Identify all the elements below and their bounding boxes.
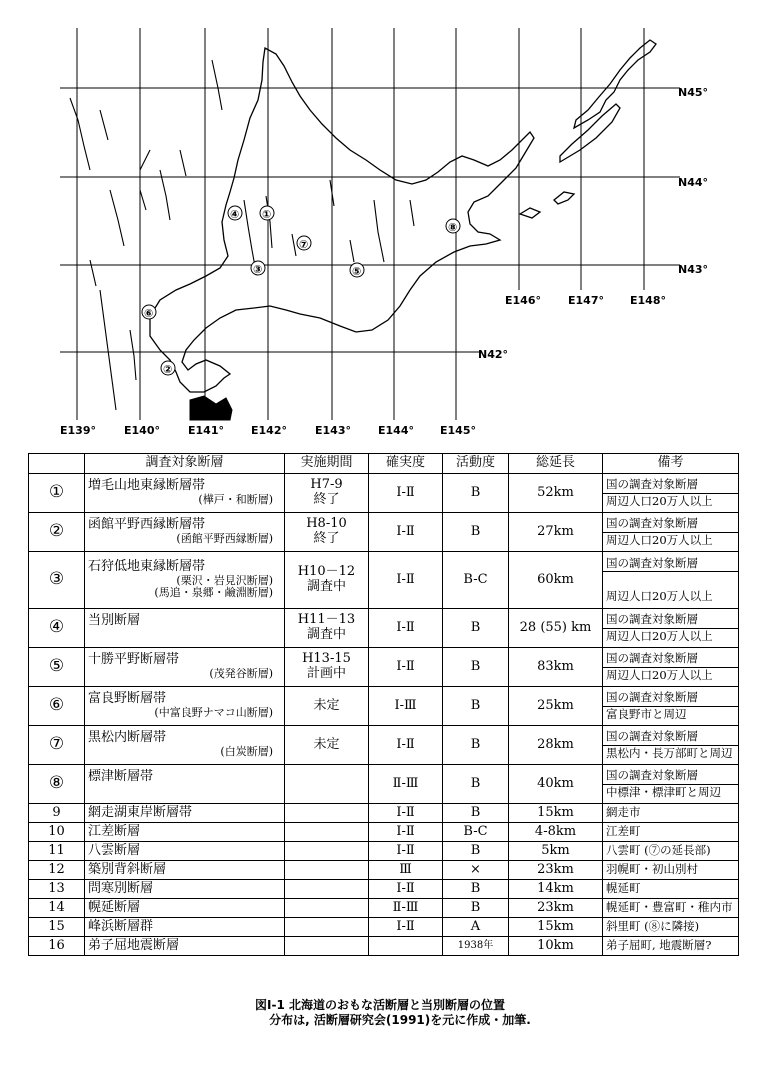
row-no: 13: [29, 880, 85, 899]
row-remarks: 幌延町・豊富町・稚内市: [603, 899, 739, 918]
header-period: 実施期間: [285, 454, 369, 474]
row-name: 増毛山地東縁断層帯 (樺戸・和断層): [85, 474, 285, 513]
svg-text:E139°: E139°: [60, 424, 96, 437]
row-length: 15km: [509, 918, 603, 937]
row-length: 15km: [509, 804, 603, 823]
row-remarks: 国の調査対象断層 周辺人口20万人以上: [603, 474, 739, 513]
table-row: [29, 880, 739, 899]
row-period: [285, 861, 369, 880]
row-certainty: Ⅰ-Ⅱ: [369, 648, 443, 687]
row-period: [285, 765, 369, 804]
map-grid: [60, 28, 680, 420]
marker-1: [260, 206, 274, 221]
row-remarks: 羽幌町・初山別村: [603, 861, 739, 880]
row-name: 江差断層: [85, 823, 285, 842]
row-period: H10－12 調査中: [285, 552, 369, 609]
table-row: [29, 648, 739, 687]
svg-text:⑤: ⑤: [352, 265, 362, 278]
table-row: [29, 726, 739, 765]
header-fault: 調査対象断層: [85, 454, 285, 474]
row-name: 八雲断層: [85, 842, 285, 861]
row-remarks: 国の調査対象断層 周辺人口20万人以上: [603, 513, 739, 552]
row-length: 4-8km: [509, 823, 603, 842]
row-remarks: 幌延町: [603, 880, 739, 899]
row-length: 5km: [509, 842, 603, 861]
svg-text:E148°: E148°: [630, 294, 666, 307]
row-activity: B: [443, 609, 509, 648]
row-name: 弟子屈地震断層: [85, 937, 285, 956]
svg-text:②: ②: [163, 363, 173, 376]
fault-traces: [70, 60, 414, 410]
row-name: 当別断層: [85, 609, 285, 648]
row-no: 11: [29, 842, 85, 861]
row-remarks: 国の調査対象断層 黒松内・長万部町と周辺: [603, 726, 739, 765]
marker-8: [446, 219, 460, 234]
row-no: ⑤: [29, 648, 85, 687]
table-row: [29, 918, 739, 937]
row-length: 40km: [509, 765, 603, 804]
row-period: H11－13 調査中: [285, 609, 369, 648]
row-certainty: Ⅱ-Ⅲ: [369, 899, 443, 918]
row-no: ⑥: [29, 687, 85, 726]
row-name: 峰浜断層群: [85, 918, 285, 937]
row-no: 10: [29, 823, 85, 842]
svg-text:N42°: N42°: [478, 348, 509, 361]
row-activity: B: [443, 687, 509, 726]
svg-text:E141°: E141°: [188, 424, 224, 437]
row-activity: B: [443, 726, 509, 765]
hokkaido-fault-map: [0, 0, 760, 445]
svg-text:E147°: E147°: [568, 294, 604, 307]
row-certainty: Ⅰ-Ⅱ: [369, 823, 443, 842]
row-length: 14km: [509, 880, 603, 899]
row-name: 黒松内断層帯 (白炭断層): [85, 726, 285, 765]
row-name: 石狩低地東縁断層帯 (栗沢・岩見沢断層) (馬追・泉郷・鹼淵断層): [85, 552, 285, 609]
row-activity: B: [443, 899, 509, 918]
row-name: 網走湖東岸断層帯: [85, 804, 285, 823]
table-row: [29, 765, 739, 804]
row-period: [285, 880, 369, 899]
marker-5: [350, 263, 364, 278]
header-remarks: 備考: [603, 454, 739, 474]
row-activity: B: [443, 513, 509, 552]
row-activity: B: [443, 880, 509, 899]
row-no: 16: [29, 937, 85, 956]
row-no: 9: [29, 804, 85, 823]
table-row: [29, 804, 739, 823]
row-certainty: Ⅰ-Ⅱ: [369, 726, 443, 765]
row-length: 23km: [509, 899, 603, 918]
svg-text:④: ④: [230, 208, 240, 221]
row-activity: B: [443, 648, 509, 687]
row-certainty: Ⅰ-Ⅱ: [369, 880, 443, 899]
row-length: 52km: [509, 474, 603, 513]
row-period: [285, 899, 369, 918]
svg-text:E145°: E145°: [440, 424, 476, 437]
row-no: 12: [29, 861, 85, 880]
row-activity: A: [443, 918, 509, 937]
marker-2: [161, 361, 175, 376]
marker-4: [228, 206, 242, 221]
fault-markers: [142, 206, 460, 376]
row-period: 未定: [285, 726, 369, 765]
row-no: 14: [29, 899, 85, 918]
row-activity: B: [443, 474, 509, 513]
table-row: [29, 937, 739, 956]
row-period: [285, 842, 369, 861]
row-remarks: 国の調査対象断層 周辺人口20万人以上: [603, 609, 739, 648]
svg-text:E140°: E140°: [124, 424, 160, 437]
row-remarks: 江差町: [603, 823, 739, 842]
caption-source: 分布は, 活断層研究会(1991)を元に作成・加筆.: [269, 1013, 531, 1027]
table-row: [29, 842, 739, 861]
row-name: 標津断層帯: [85, 765, 285, 804]
table-row: [29, 513, 739, 552]
row-period: [285, 918, 369, 937]
row-no: ①: [29, 474, 85, 513]
row-activity: B: [443, 842, 509, 861]
row-length: 28km: [509, 726, 603, 765]
row-no: ⑧: [29, 765, 85, 804]
row-remarks: 斜里町 (⑧に隣接): [603, 918, 739, 937]
svg-text:N45°: N45°: [678, 86, 709, 99]
row-period: [285, 823, 369, 842]
table-header-row: [29, 454, 739, 474]
row-remarks: 国の調査対象断層 富良野市と周辺: [603, 687, 739, 726]
row-activity: B-C: [443, 823, 509, 842]
header-activity: 活動度: [443, 454, 509, 474]
row-certainty: Ⅰ-Ⅱ: [369, 552, 443, 609]
row-remarks: 八雲町 (⑦の延長部): [603, 842, 739, 861]
row-no: ②: [29, 513, 85, 552]
row-certainty: Ⅲ: [369, 861, 443, 880]
header-no: [29, 454, 85, 474]
row-activity: B: [443, 765, 509, 804]
row-remarks: 国の調査対象断層 中標津・標津町と周辺: [603, 765, 739, 804]
svg-text:①: ①: [262, 208, 272, 221]
svg-text:E144°: E144°: [378, 424, 414, 437]
row-remarks: 国の調査対象断層 周辺人口20万人以上: [603, 648, 739, 687]
row-name: 幌延断層: [85, 899, 285, 918]
row-certainty: Ⅰ-Ⅱ: [369, 804, 443, 823]
row-length: 23km: [509, 861, 603, 880]
row-period: H8-10 終了: [285, 513, 369, 552]
row-certainty: Ⅰ-Ⅱ: [369, 609, 443, 648]
row-no: 15: [29, 918, 85, 937]
svg-text:E146°: E146°: [505, 294, 541, 307]
svg-text:⑧: ⑧: [448, 221, 458, 234]
header-length: 総延長: [509, 454, 603, 474]
row-length: 60km: [509, 552, 603, 609]
row-period: H13-15 計画中: [285, 648, 369, 687]
table-row: [29, 861, 739, 880]
row-name: 富良野断層帯 (中富良野ナマコ山断層): [85, 687, 285, 726]
marker-7: [297, 236, 311, 251]
row-remarks: 国の調査対象断層 周辺人口20万人以上: [603, 552, 739, 609]
svg-text:③: ③: [253, 263, 263, 276]
table-row: [29, 823, 739, 842]
table-row: [29, 899, 739, 918]
svg-text:⑦: ⑦: [299, 238, 309, 251]
row-length: 28 (55) km: [509, 609, 603, 648]
row-no: ⑦: [29, 726, 85, 765]
coastline: [150, 40, 656, 392]
row-remarks: 網走市: [603, 804, 739, 823]
row-activity: B: [443, 804, 509, 823]
table-row: [29, 552, 739, 609]
row-period: 未定: [285, 687, 369, 726]
table-row: [29, 474, 739, 513]
row-certainty: Ⅰ-Ⅲ: [369, 687, 443, 726]
svg-text:N43°: N43°: [678, 263, 709, 276]
row-length: 25km: [509, 687, 603, 726]
table-row: [29, 609, 739, 648]
marker-6: [142, 305, 156, 320]
svg-text:E142°: E142°: [251, 424, 287, 437]
row-certainty: Ⅰ-Ⅱ: [369, 918, 443, 937]
table-row: [29, 687, 739, 726]
row-name: 函館平野西縁断層帯 (函館平野西縁断層): [85, 513, 285, 552]
row-certainty: Ⅰ-Ⅱ: [369, 474, 443, 513]
row-certainty: Ⅱ-Ⅲ: [369, 765, 443, 804]
row-activity: B-C: [443, 552, 509, 609]
row-name: 築別背斜断層: [85, 861, 285, 880]
row-period: H7-9 終了: [285, 474, 369, 513]
row-no: ④: [29, 609, 85, 648]
row-length: 83km: [509, 648, 603, 687]
row-remarks: 弟子屈町, 地震断層?: [603, 937, 739, 956]
latitude-labels: [478, 86, 708, 361]
row-length: 27km: [509, 513, 603, 552]
svg-text:⑥: ⑥: [144, 307, 154, 320]
row-activity: ×: [443, 861, 509, 880]
figure-caption: [0, 998, 760, 1028]
row-activity: 1938年: [443, 937, 509, 956]
svg-text:N44°: N44°: [678, 176, 709, 189]
row-period: [285, 937, 369, 956]
row-name: 問寒別断層: [85, 880, 285, 899]
row-no: ③: [29, 552, 85, 609]
row-name: 十勝平野断層帯 (茂発谷断層): [85, 648, 285, 687]
shimokita-landmass: [190, 396, 232, 420]
fault-table: [28, 453, 739, 956]
row-certainty: Ⅰ-Ⅱ: [369, 842, 443, 861]
row-certainty: [369, 937, 443, 956]
row-length: 10km: [509, 937, 603, 956]
marker-3: [251, 261, 265, 276]
caption-title: 図Ⅰ-1 北海道のおもな活断層と当別断層の位置: [255, 998, 505, 1012]
row-period: [285, 804, 369, 823]
row-certainty: Ⅰ-Ⅱ: [369, 513, 443, 552]
header-certainty: 確実度: [369, 454, 443, 474]
svg-text:E143°: E143°: [315, 424, 351, 437]
